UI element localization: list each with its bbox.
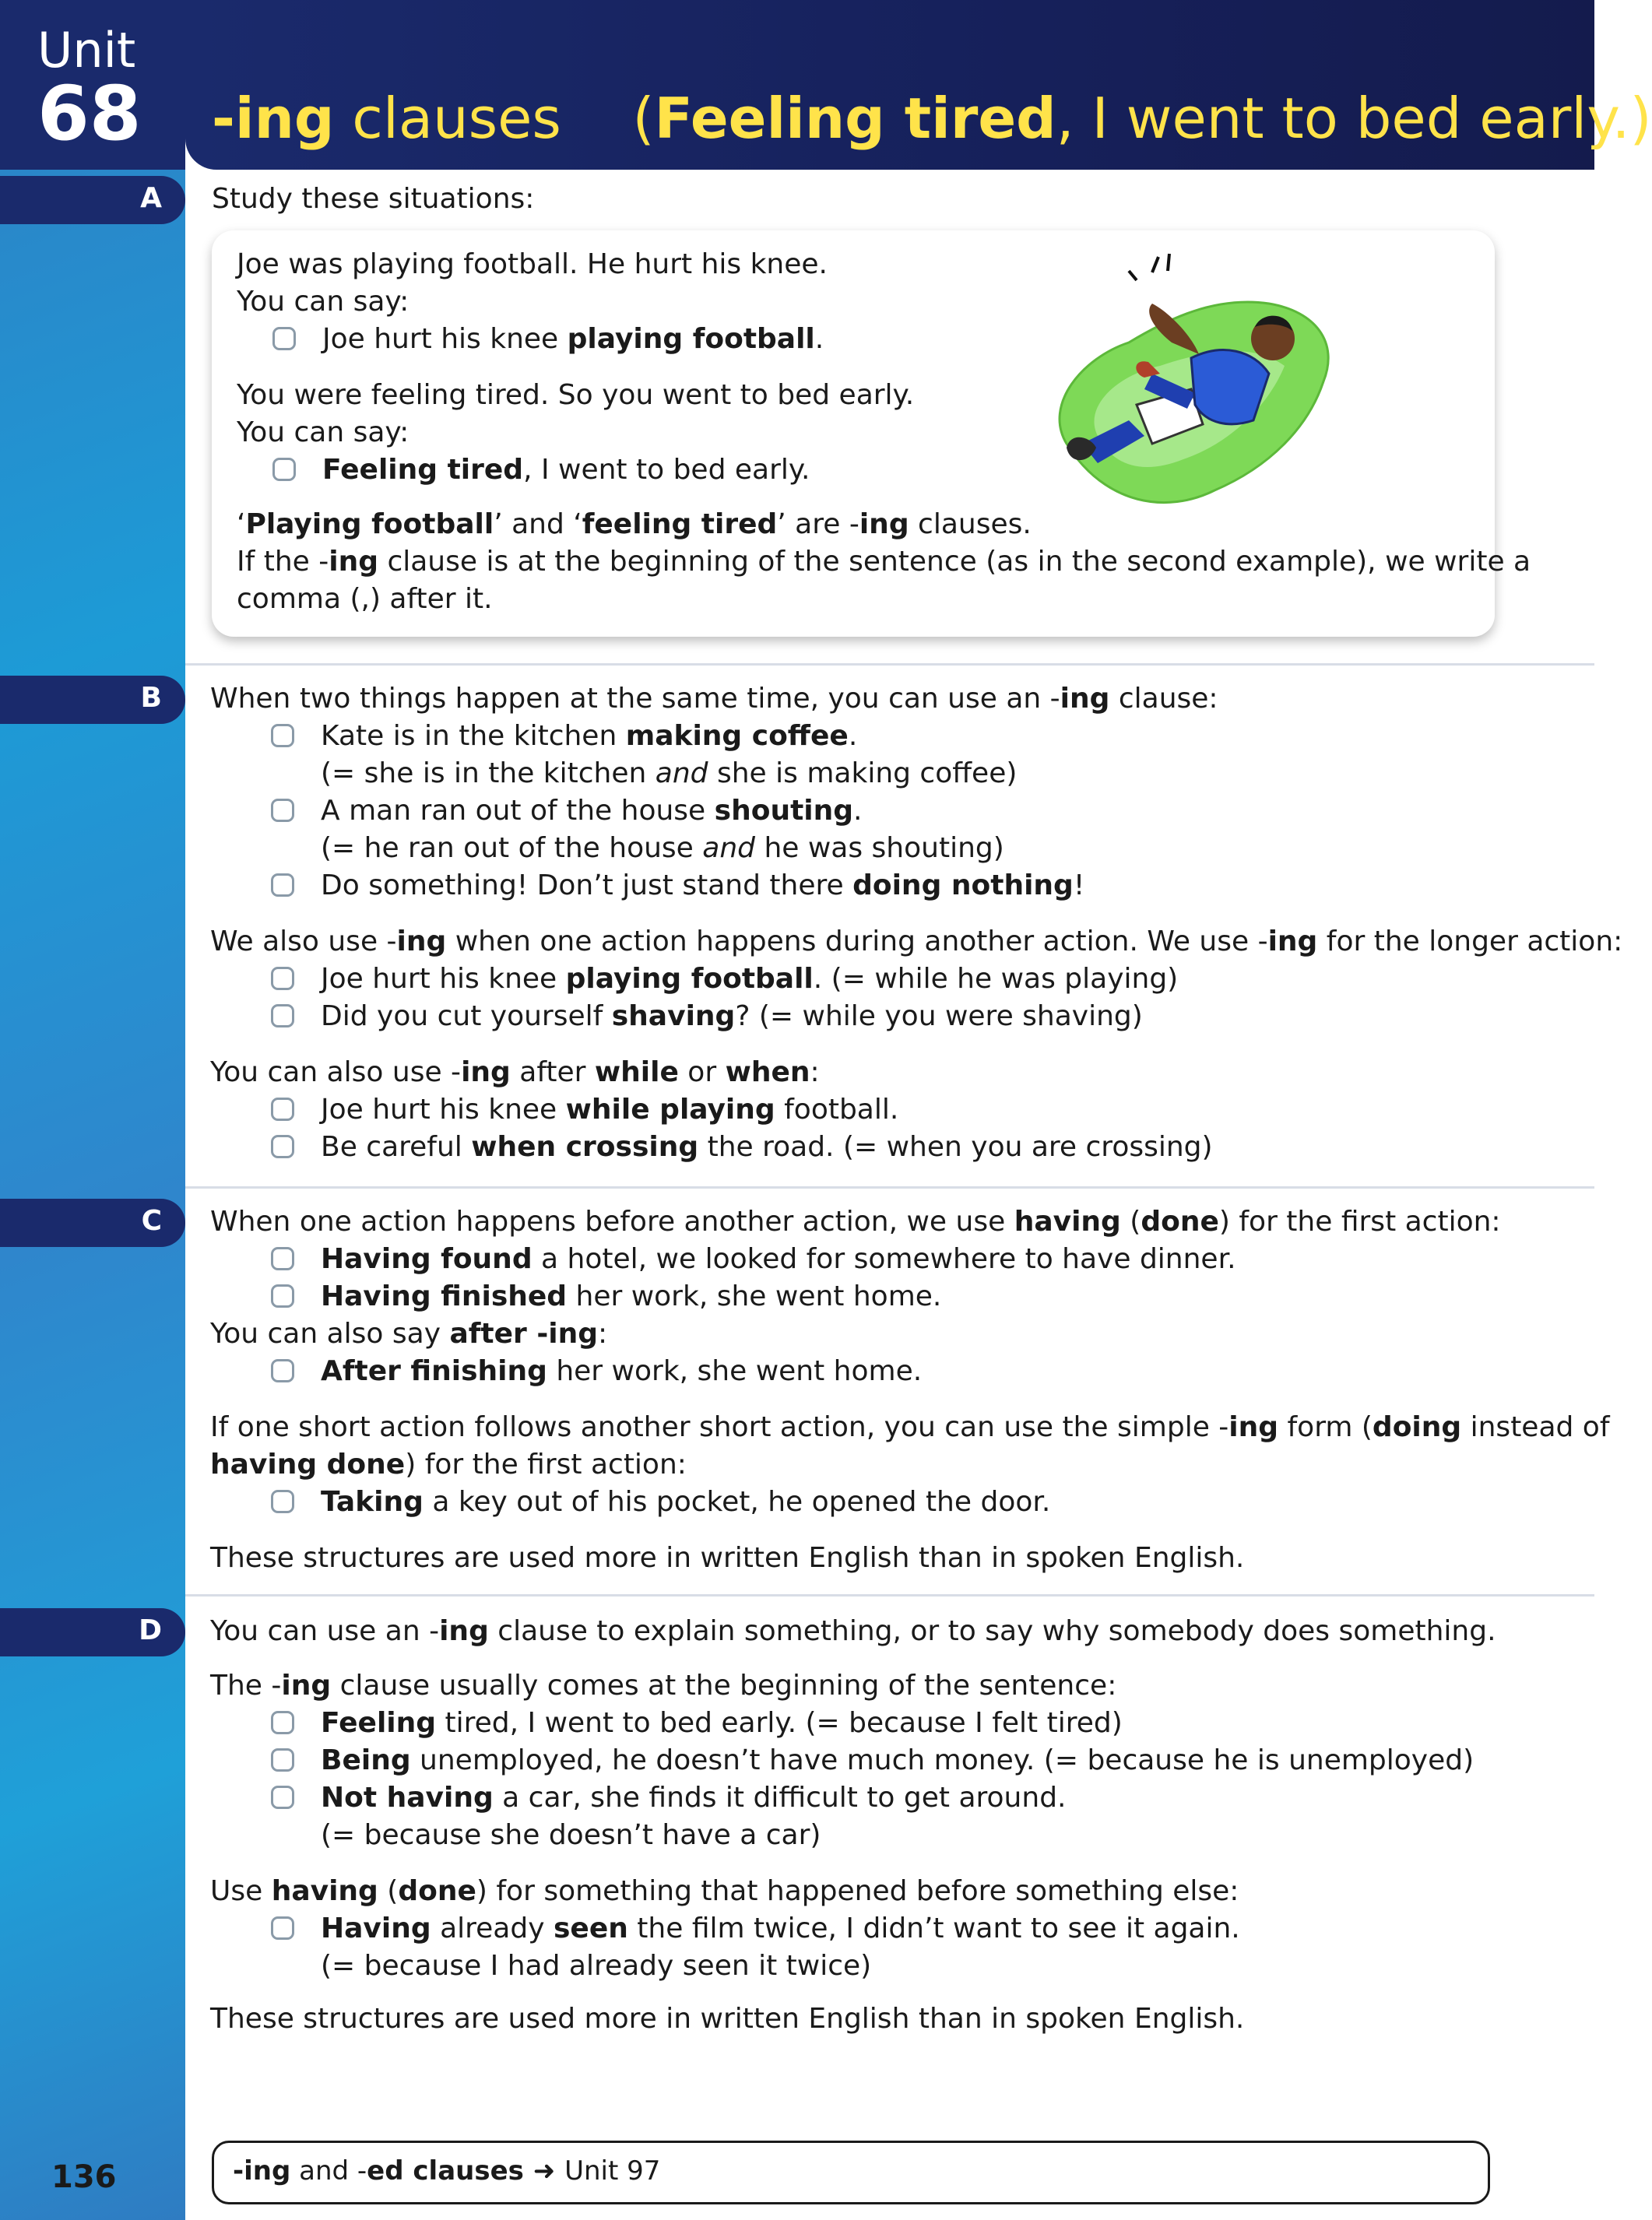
d-note: These structures are used more in written English than in spoken English. (210, 2003, 1245, 2035)
b-example-4: Joe hurt his knee playing football. (= while he was playing) (321, 963, 1179, 995)
a-you-can-say-2: You can say: (237, 416, 409, 448)
example-bullet (271, 873, 294, 897)
b-example-7: Be careful when crossing the road. (= when you are crossing) (321, 1131, 1213, 1163)
title-example-bold: Feeling tired (654, 86, 1056, 151)
arrow-right-icon: ➜ (523, 2155, 565, 2187)
section-label-a: A (140, 182, 162, 214)
example-bullet (271, 1284, 294, 1308)
c-paragraph-3-line-2: having done) for the first action: (210, 1449, 687, 1481)
section-label-d: D (139, 1614, 162, 1646)
unit-badge (0, 0, 185, 170)
c-intro: When one action happens before another action, we use having (done) for the first action: (210, 1206, 1501, 1238)
page-title (212, 86, 1652, 151)
d-example-3: Not having a car, she finds it difficult to get around. (321, 1782, 1067, 1814)
footballer-illustration (1035, 249, 1339, 529)
section-tab-a (0, 176, 185, 224)
d-paragraph-2: The -ing clause usually comes at the beginning of the sentence: (210, 1670, 1117, 1702)
section-tab-c (0, 1199, 185, 1247)
b-paragraph-2: We also use -ing when one action happens during another action. We use -ing for the longer action: (210, 926, 1623, 957)
d-intro: You can use an -ing clause to explain something, or to say why somebody does something. (210, 1615, 1496, 1647)
example-bullet (271, 1490, 294, 1513)
a-situation-2: You were feeling tired. So you went to bed early. (237, 379, 915, 411)
section-tab-d (0, 1608, 185, 1656)
a-note-1: ‘Playing football’ and ‘feeling tired’ are -ing clauses. (237, 508, 1032, 540)
c-example-4: Taking a key out of his pocket, he opened the door. (321, 1486, 1051, 1518)
c-example-1: Having found a hotel, we looked for somewhere to have dinner. (321, 1243, 1236, 1275)
a-note-3: comma (,) after it. (237, 583, 493, 615)
a-note-2: If the -ing clause is at the beginning of the sentence (as in the second example), we write a (237, 546, 1531, 578)
a-situation-1: Joe was playing football. He hurt his knee. (237, 248, 828, 280)
d-example-1: Feeling tired, I went to bed early. (= because I felt tired) (321, 1707, 1123, 1739)
b-example-5: Did you cut yourself shaving? (= while you were shaving) (321, 1000, 1143, 1032)
d-example-4-gloss: (= because I had already seen it twice) (321, 1950, 872, 1982)
b-example-2: A man ran out of the house shouting. (321, 795, 863, 827)
example-bullet (271, 1004, 294, 1027)
b-example-1-gloss: (= she is in the kitchen and she is making coffee) (321, 757, 1018, 789)
c-paragraph-3: If one short action follows another short action, you can use the simple -ing form (doing instead of (210, 1411, 1610, 1443)
d-example-2: Being unemployed, he doesn’t have much money. (= because he is unemployed) (321, 1744, 1474, 1776)
example-bullet (272, 327, 296, 350)
title-clauses: clauses (334, 86, 561, 151)
b-paragraph-3: You can also use -ing after while or when: (210, 1056, 820, 1088)
example-bullet (271, 1098, 294, 1121)
left-sidebar (0, 0, 185, 2220)
section-divider (185, 1594, 1594, 1597)
unit-label: Unit (37, 22, 136, 79)
a-you-can-say-1: You can say: (237, 286, 409, 318)
example-bullet (272, 458, 296, 481)
example-bullet (271, 1247, 294, 1270)
d-example-3-gloss: (= because she doesn’t have a car) (321, 1819, 821, 1851)
example-bullet (271, 1135, 294, 1158)
section-divider (185, 1186, 1594, 1189)
example-bullet (271, 1916, 294, 1940)
title-example-rest: , I went to bed early. (1056, 86, 1630, 151)
a-example-2: Feeling tired, I went to bed early. (322, 454, 810, 486)
b-example-6: Joe hurt his knee while playing football. (321, 1094, 899, 1126)
c-example-3: After finishing her work, she went home. (321, 1355, 923, 1387)
cross-reference-box[interactable] (212, 2141, 1490, 2204)
b-example-3: Do something! Don’t just stand there doing nothing! (321, 869, 1085, 901)
c-paragraph-2: You can also say after -ing: (210, 1318, 608, 1350)
example-bullet (271, 967, 294, 990)
cross-reference-link[interactable]: -ing and -ed clauses ➜ Unit 97 (233, 2155, 661, 2187)
section-label-c: C (141, 1205, 162, 1237)
section-divider (185, 663, 1594, 666)
section-label-b: B (140, 682, 162, 714)
example-bullet (271, 1786, 294, 1809)
example-bullet (271, 1748, 294, 1772)
unit-number: 68 (37, 70, 142, 157)
section-a-intro: Study these situations: (212, 183, 535, 215)
title-ing: -ing (212, 86, 335, 151)
example-bullet (271, 799, 294, 822)
b-example-1: Kate is in the kitchen making coffee. (321, 720, 858, 752)
title-paren-close: ) (1629, 86, 1652, 151)
d-paragraph-3: Use having (done) for something that happened before something else: (210, 1875, 1239, 1907)
c-example-2: Having finished her work, she went home. (321, 1280, 942, 1312)
d-example-4: Having already seen the film twice, I didn’t want to see it again. (321, 1913, 1240, 1944)
example-bullet (271, 724, 294, 747)
a-example-1: Joe hurt his knee playing football. (322, 323, 824, 355)
example-bullet (271, 1711, 294, 1734)
page-number: 136 (51, 2159, 117, 2195)
b-intro: When two things happen at the same time, you can use an -ing clause: (210, 683, 1218, 715)
section-tab-b (0, 676, 185, 724)
c-note: These structures are used more in written English than in spoken English. (210, 1542, 1245, 1574)
example-bullet (271, 1359, 294, 1382)
pain-lines (1129, 254, 1169, 280)
title-paren-open: ( (632, 86, 655, 151)
b-example-2-gloss: (= he ran out of the house and he was shouting) (321, 832, 1004, 864)
